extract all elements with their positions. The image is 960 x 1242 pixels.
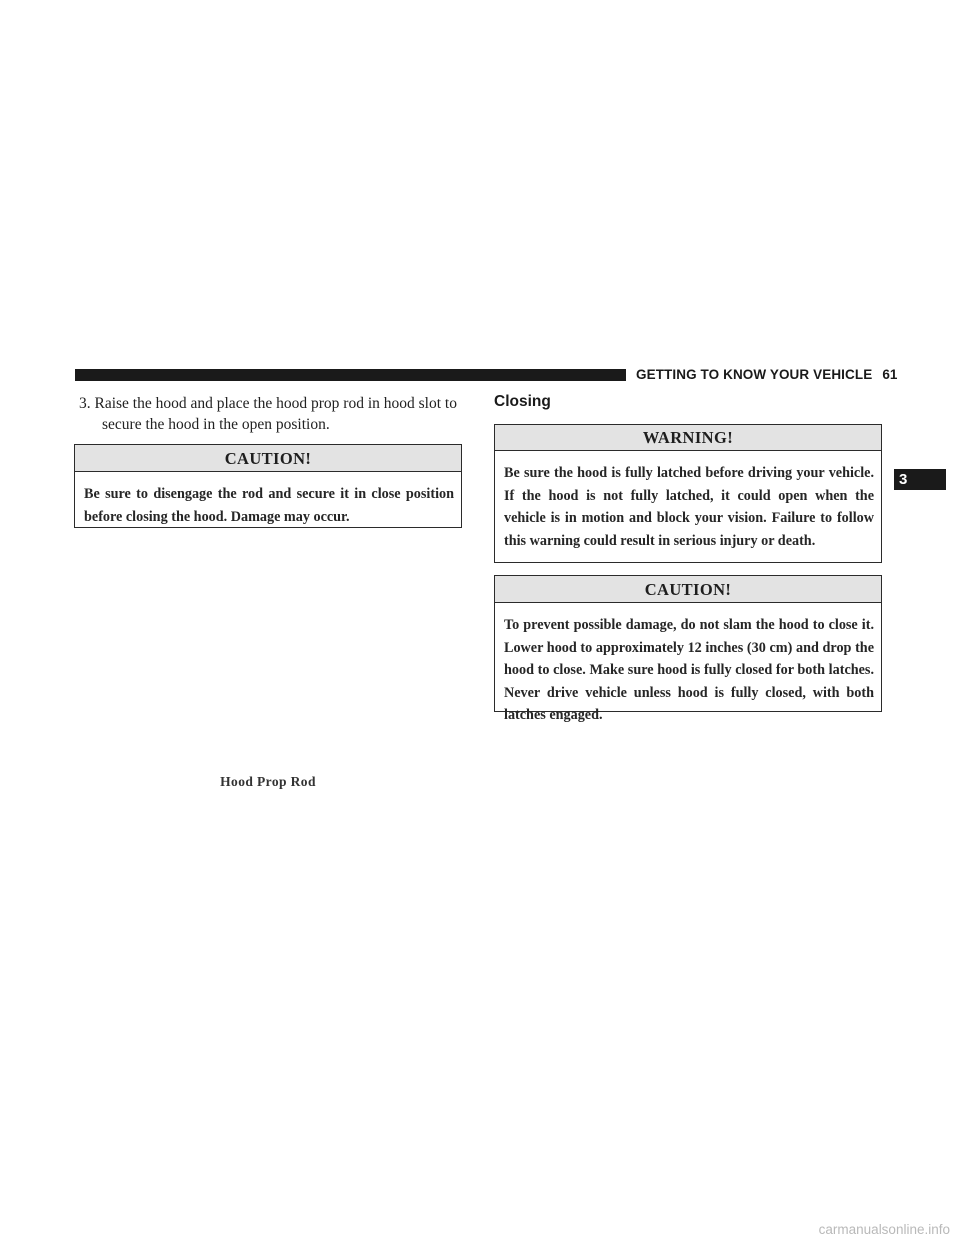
- caution-body: To prevent possible damage, do not slam the hood to close it. Lower hood to approximately 12 inches (30 cm) and drop the hood to close. Make sure hood is fully closed for both latches. Never drive vehicle unless hood is fully closed, with both latches engaged.: [504, 617, 874, 723]
- section-title-closing: Closing: [494, 393, 551, 410]
- figure-caption: Hood Prop Rod: [220, 774, 316, 789]
- header-section-title: GETTING TO KNOW YOUR VEHICLE: [636, 367, 873, 382]
- caution-box-rod: [74, 444, 462, 528]
- caution-body: Be sure to disengage the rod and secure it in close position before closing the hood. Damage may occur.: [84, 486, 454, 525]
- caution-box-slam: [494, 575, 882, 723]
- running-header: [636, 366, 898, 384]
- caution-title: CAUTION!: [75, 445, 461, 472]
- caution-title: CAUTION!: [495, 576, 881, 603]
- watermark: carmanualsonline.info: [818, 1222, 950, 1237]
- hood-prop-rod-figure: [74, 540, 462, 765]
- chapter-tab: 3: [894, 469, 946, 490]
- header-rule: [75, 369, 626, 381]
- warning-box-latch: [494, 424, 882, 563]
- warning-body: Be sure the hood is fully latched before driving your vehicle. If the hood is not fully latched, it could open when the vehicle is in motion and block your vision. Failure to follow this warning could result in serious injury or death.: [504, 465, 874, 549]
- step-3-text: 3. Raise the hood and place the hood prop rod in hood slot to secure the hood in the open position.: [79, 395, 457, 433]
- warning-title: WARNING!: [495, 425, 881, 451]
- page-number: 61: [882, 367, 898, 382]
